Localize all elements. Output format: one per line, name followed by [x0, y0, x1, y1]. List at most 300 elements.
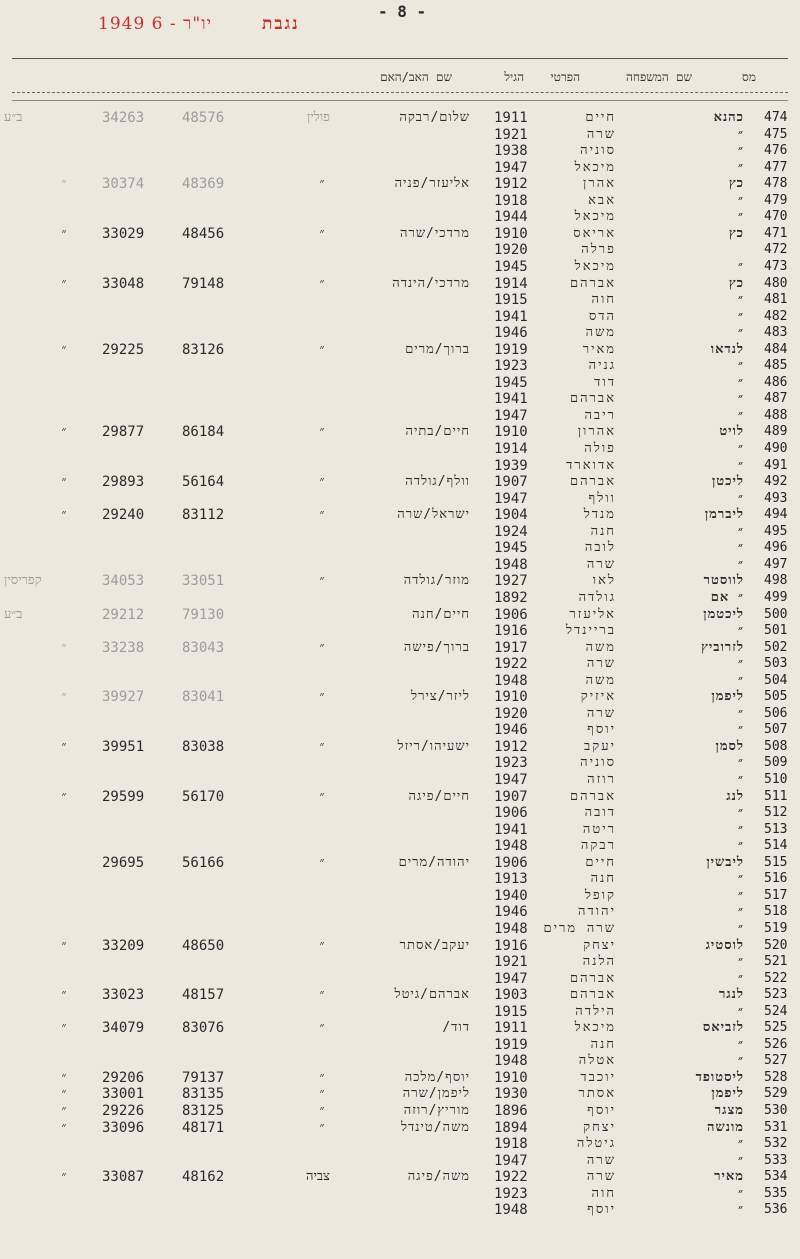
row-number: 517 [764, 887, 788, 903]
family-name: ״ [738, 722, 744, 738]
ditto-mark-2: ״ [61, 1020, 67, 1036]
reg-number-2: 29226 [102, 1103, 145, 1119]
birth-year: 1904 [494, 507, 528, 524]
reg-number-1: 79148 [182, 275, 225, 292]
table-row [0, 110, 800, 126]
birth-year: 1930 [494, 1086, 528, 1103]
table-row [0, 458, 800, 474]
family-name: ״ [738, 374, 744, 390]
table-row [0, 789, 800, 805]
first-name: שרה [586, 1169, 616, 1185]
header-rule-dashed [12, 92, 788, 93]
parents-names: מוזר/גולדה [403, 573, 470, 589]
reg-number-2: 33023 [102, 987, 145, 1004]
family-name: לווסטר [703, 573, 744, 589]
family-name: ״ [738, 441, 744, 456]
first-name: חוה [591, 1185, 616, 1201]
table-row [0, 904, 800, 920]
family-name: כץ [728, 275, 744, 291]
birth-year: 1939 [494, 457, 528, 474]
reg-number-1: 48171 [182, 1119, 225, 1136]
family-name: ״ [738, 523, 744, 539]
birth-year: 1917 [494, 639, 528, 656]
first-name: שרה [586, 556, 616, 572]
family-name: ״ [738, 1202, 744, 1218]
reg-number-1: 83076 [182, 1020, 225, 1037]
birth-year: 1906 [494, 805, 528, 822]
ditto-mark: ״ [319, 1020, 325, 1036]
table-row [0, 408, 800, 424]
first-name: דוד [594, 374, 616, 390]
first-name: הלנה [582, 954, 616, 970]
row-number: 521 [764, 954, 788, 970]
family-name: ״ [738, 920, 744, 936]
family-name: ״ [738, 159, 744, 175]
ditto-mark: ״ [319, 639, 325, 655]
first-name: יוסף [587, 722, 616, 738]
row-number: 532 [764, 1136, 788, 1152]
row-number: 533 [764, 1152, 788, 1168]
table-row [0, 524, 800, 540]
first-name: פולה [584, 441, 616, 456]
ditto-mark-2: ״ [61, 424, 67, 440]
header-rule-top [12, 58, 788, 59]
table-row [0, 755, 800, 771]
table-row [0, 954, 800, 970]
reg-number-1: 56164 [182, 474, 225, 491]
table-row [0, 871, 800, 887]
col-header-number: מס [742, 70, 756, 84]
reg-number-2: 34053 [102, 573, 145, 590]
family-name: ״ [738, 457, 744, 473]
birth-year: 1947 [494, 772, 528, 788]
table-row [0, 706, 800, 722]
birth-year: 1946 [494, 722, 528, 739]
first-name: חיים [585, 854, 616, 870]
parents-names: מוריץ/רוזה [403, 1103, 470, 1118]
ditto-mark: ״ [319, 788, 325, 804]
reg-number-2: 29225 [102, 341, 145, 358]
table-row [0, 987, 800, 1003]
row-number: 499 [764, 589, 788, 605]
birth-year: 1920 [494, 242, 528, 259]
family-name: לנגר [719, 987, 744, 1003]
table-row [0, 590, 800, 606]
ditto-mark-2: ״ [61, 341, 67, 357]
row-number: 473 [764, 258, 788, 274]
row-number: 479 [764, 192, 788, 208]
row-number: 485 [764, 358, 788, 374]
birth-year: 1920 [494, 705, 528, 722]
first-name: לאו [592, 573, 616, 589]
birth-year: 1941 [494, 308, 528, 325]
birth-year: 1915 [494, 292, 528, 309]
reg-number-1: 48369 [182, 176, 225, 193]
family-name: ״ [738, 308, 744, 324]
first-name: אבא [588, 192, 616, 208]
row-number: 491 [764, 457, 788, 473]
ditto-mark-2: ״ [61, 788, 67, 804]
row-number: 519 [764, 920, 788, 936]
reg-number-1: 83043 [182, 639, 225, 656]
row-number: 489 [764, 424, 788, 440]
parents-names: ליפמן/שרה [402, 1086, 470, 1102]
birth-year: 1944 [494, 209, 528, 226]
table-row [0, 1070, 800, 1086]
row-number: 520 [764, 937, 788, 953]
birth-year: 1938 [494, 143, 528, 160]
family-name: ״ [738, 407, 744, 423]
family-name: ליברמן [704, 507, 744, 523]
first-name: שרה [586, 1152, 616, 1168]
reg-number-2: 33209 [102, 937, 145, 954]
table-row [0, 1037, 800, 1053]
table-row [0, 358, 800, 374]
row-number: 486 [764, 374, 788, 390]
reg-number-1: 56170 [182, 788, 225, 805]
family-name: ליפמן [711, 689, 744, 705]
family-name: ״ [738, 954, 744, 970]
birth-year: 1914 [494, 441, 528, 457]
row-number: 500 [764, 606, 788, 622]
reg-number-2: 29695 [102, 854, 145, 871]
first-name: חוה [591, 292, 616, 308]
ditto-mark-2: ״ [61, 474, 67, 490]
table-row [0, 242, 800, 258]
row-number: 508 [764, 738, 788, 754]
row-number: 515 [764, 854, 788, 870]
row-number: 477 [764, 159, 788, 175]
row-number: 495 [764, 523, 788, 539]
table-row [0, 656, 800, 672]
reg-number-1: 83112 [182, 507, 225, 524]
family-name: ״ אם [710, 589, 744, 605]
birth-year: 1916 [494, 937, 528, 954]
reg-number-2: 34263 [102, 110, 145, 126]
first-name: אברהם [569, 987, 616, 1003]
table-row [0, 838, 800, 854]
table-row [0, 971, 800, 987]
row-number: 516 [764, 871, 788, 887]
header-rule-bottom [12, 100, 788, 101]
reg-number-1: 83135 [182, 1086, 225, 1103]
first-name: שרה [586, 126, 616, 142]
row-number: 483 [764, 325, 788, 341]
table-row [0, 673, 800, 689]
parents-names: חיים/בתיה [405, 424, 470, 440]
ditto-mark: ״ [319, 275, 325, 291]
table-row [0, 1004, 800, 1020]
row-number: 513 [764, 821, 788, 837]
family-name: ליפמן [711, 1086, 744, 1102]
reg-number-1: 83038 [182, 738, 225, 755]
first-name: הדס [588, 308, 616, 324]
family-name: ״ [738, 1003, 744, 1019]
first-name: אהרן [583, 176, 616, 192]
family-name: ״ [738, 755, 744, 771]
birth-year: 1892 [494, 589, 528, 606]
family-name: ״ [738, 623, 744, 639]
birth-year: 1941 [494, 821, 528, 838]
birth-year: 1910 [494, 689, 528, 706]
parents-names: ישראל/שרה [397, 507, 470, 523]
birth-year: 1906 [494, 606, 528, 623]
birth-year: 1947 [494, 159, 528, 176]
birth-year: 1924 [494, 523, 528, 540]
parents-names: אברהם/גיטל [394, 987, 470, 1003]
row-number: 511 [764, 788, 788, 804]
ditto-mark: ״ [319, 987, 325, 1003]
birth-year: 1947 [494, 407, 528, 424]
family-name: ״ [738, 871, 744, 887]
reg-number-2: 33001 [102, 1086, 145, 1103]
birth-year: 1910 [494, 225, 528, 242]
row-number: 478 [764, 176, 788, 192]
first-name: יוכבד [580, 1069, 616, 1085]
table-row [0, 1169, 800, 1185]
first-name: יהודה [578, 904, 616, 920]
reg-number-2: 29206 [102, 1069, 145, 1086]
family-name: ״ [738, 838, 744, 854]
family-name: לזביאס [702, 1020, 744, 1036]
parents-names: מרדכי/הינדה [392, 275, 470, 291]
reg-number-1: 48456 [182, 225, 225, 242]
first-name: משה [585, 639, 616, 655]
row-number: 484 [764, 341, 788, 357]
parents-names: וולף/גולדה [405, 474, 470, 490]
birth-year: 1907 [494, 474, 528, 491]
family-name: ״ [738, 192, 744, 208]
birth-year: 1940 [494, 887, 528, 904]
ditto-mark: ״ [319, 689, 325, 705]
family-name: ״ [738, 805, 744, 821]
first-name: חנה [590, 1036, 616, 1052]
row-number: 534 [764, 1169, 788, 1185]
row-number: 530 [764, 1103, 788, 1118]
table-row [0, 176, 800, 192]
table-row [0, 309, 800, 325]
birth-year: 1919 [494, 1036, 528, 1053]
birth-year: 1946 [494, 325, 528, 342]
table-row [0, 259, 800, 275]
first-name: ריטה [582, 821, 616, 837]
first-name: יוסף [587, 1202, 616, 1218]
table-row [0, 855, 800, 871]
ditto-mark-2: ״ [61, 689, 67, 705]
first-name: מיכאל [574, 1020, 616, 1036]
first-name: הילדה [575, 1003, 616, 1019]
first-name: וולף [588, 490, 616, 506]
ditto-mark-2: ״ [61, 507, 67, 523]
birth-year: 1923 [494, 358, 528, 375]
parents-names: משה/טינדל [400, 1119, 470, 1135]
parents-names: חיים/פיגה [408, 788, 470, 804]
first-name: אריאס [573, 225, 616, 241]
row-number: 518 [764, 904, 788, 920]
birth-year: 1945 [494, 258, 528, 275]
birth-year: 1948 [494, 556, 528, 573]
family-name: ״ [738, 656, 744, 672]
table-row [0, 491, 800, 507]
family-name: ״ [738, 705, 744, 721]
row-number: 482 [764, 308, 788, 324]
first-name: רבקה [580, 838, 616, 854]
ditto-mark-2: ״ [61, 1169, 67, 1185]
reg-number-2: 33096 [102, 1119, 145, 1136]
first-name: סוניה [580, 143, 616, 159]
birth-year: 1906 [494, 854, 528, 871]
ditto-mark: ״ [319, 424, 325, 440]
birth-year: 1919 [494, 341, 528, 358]
table-row [0, 441, 800, 457]
reg-number-2: 34079 [102, 1020, 145, 1037]
birth-year: 1921 [494, 126, 528, 143]
row-number: 501 [764, 623, 788, 639]
birth-year: 1913 [494, 871, 528, 888]
birth-year: 1947 [494, 970, 528, 987]
reg-number-1: 48157 [182, 987, 225, 1004]
birth-year: 1912 [494, 176, 528, 193]
table-row [0, 325, 800, 341]
family-name: ״ [738, 540, 744, 556]
family-name: ״ [738, 292, 744, 308]
family-name: ״ [738, 391, 744, 407]
reg-number-1: 48162 [182, 1169, 225, 1186]
first-name: גולדה [578, 589, 616, 605]
first-name: לובה [584, 540, 616, 556]
row-number: 496 [764, 540, 788, 556]
first-name: אברהם [569, 788, 616, 804]
row-number: 504 [764, 672, 788, 688]
col-header-family: שם המשפחה [625, 70, 692, 84]
birth-year: 1915 [494, 1003, 528, 1020]
family-name: לסמן [715, 738, 744, 754]
row-number: 487 [764, 391, 788, 407]
table-row [0, 474, 800, 490]
birth-year: 1903 [494, 987, 528, 1004]
first-name: מיכאל [574, 209, 616, 225]
family-name: ליבשין [706, 854, 744, 870]
family-name: ״ [738, 556, 744, 572]
family-name: לזרוביץ [701, 639, 744, 655]
birth-year: 1927 [494, 573, 528, 590]
row-number: 471 [764, 225, 788, 241]
ditto-mark: ״ [319, 573, 325, 589]
table-row [0, 209, 800, 225]
ditto-mark: ״ [319, 176, 325, 192]
ditto-mark-2: ״ [61, 176, 67, 192]
reg-number-2: 29212 [102, 606, 145, 623]
birth-year: 1894 [494, 1119, 528, 1136]
first-name: גיטלה [576, 1136, 616, 1152]
row-number: 470 [764, 209, 788, 225]
reg-number-1: 79137 [182, 1069, 225, 1086]
parents-names: ברוך/פישה [403, 639, 470, 655]
first-name: אליעזר [569, 606, 616, 622]
reg-number-2: 29240 [102, 507, 145, 524]
first-name: אהרון [577, 424, 616, 440]
ditto-mark-2: ״ [61, 1119, 67, 1135]
ditto-mark-2: ״ [61, 1086, 67, 1102]
first-name: מיכאל [574, 159, 616, 175]
row-number: 509 [764, 755, 788, 771]
table-row [0, 772, 800, 788]
row-number: 476 [764, 143, 788, 159]
reg-number-1: 79130 [182, 606, 225, 623]
reg-number-2: 33048 [102, 275, 145, 292]
first-name: יצחק [583, 1119, 616, 1135]
birth-year: 1948 [494, 838, 528, 855]
table-row [0, 805, 800, 821]
table-row [0, 1153, 800, 1169]
birth-year: 1922 [494, 1169, 528, 1186]
first-name: משה [585, 672, 616, 688]
ditto-mark-2: ״ [61, 738, 67, 754]
col-header-first: הפרטי [550, 70, 580, 84]
reg-number-2: 33029 [102, 225, 145, 242]
table-row [0, 1136, 800, 1152]
table-row [0, 607, 800, 623]
first-name: בריינדל [565, 623, 616, 639]
page-number: - 8 - [378, 2, 427, 21]
row-number: 502 [764, 639, 788, 655]
table-row [0, 276, 800, 292]
ditto-mark-2: ״ [61, 1069, 67, 1085]
row-number: 498 [764, 573, 788, 589]
birth-year: 1948 [494, 672, 528, 689]
ditto-mark: ״ [319, 738, 325, 754]
row-number: 507 [764, 722, 788, 738]
row-number: 480 [764, 275, 788, 291]
birth-year: 1907 [494, 788, 528, 805]
first-name: שרה [586, 656, 616, 672]
parents-names: שלום/רבקה [399, 110, 470, 125]
row-number: 523 [764, 987, 788, 1003]
row-number: 526 [764, 1036, 788, 1052]
birth-year: 1918 [494, 192, 528, 209]
table-row [0, 722, 800, 738]
family-name: ״ [738, 672, 744, 688]
table-row [0, 557, 800, 573]
reg-number-2: 29877 [102, 424, 145, 441]
reg-number-1: 83126 [182, 341, 225, 358]
table-row [0, 689, 800, 705]
reg-number-1: 33051 [182, 573, 225, 590]
table-row [0, 160, 800, 176]
first-name: יוסף [587, 1103, 616, 1118]
table-row [0, 375, 800, 391]
family-name: כץ [728, 225, 744, 241]
ditto-mark: ״ [319, 854, 325, 870]
first-name: אברהם [569, 275, 616, 291]
first-name: חיים [585, 110, 616, 125]
reg-number-1: 48576 [182, 110, 225, 126]
table-row [0, 1053, 800, 1069]
parents-names: ישעיהו/ריזל [397, 738, 470, 754]
ditto-mark-2: ״ [61, 639, 67, 655]
family-name: ״ [738, 126, 744, 142]
table-row [0, 143, 800, 159]
first-name: יצחק [583, 937, 616, 953]
table-row [0, 1202, 800, 1218]
table-row [0, 623, 800, 639]
ditto-mark-2: ״ [61, 937, 67, 953]
family-name: ליכטן [711, 474, 744, 490]
reg-number-2: 30374 [102, 176, 145, 193]
table-row [0, 1020, 800, 1036]
reg-number-2: 29893 [102, 474, 145, 491]
first-name: מנדל [583, 507, 616, 523]
